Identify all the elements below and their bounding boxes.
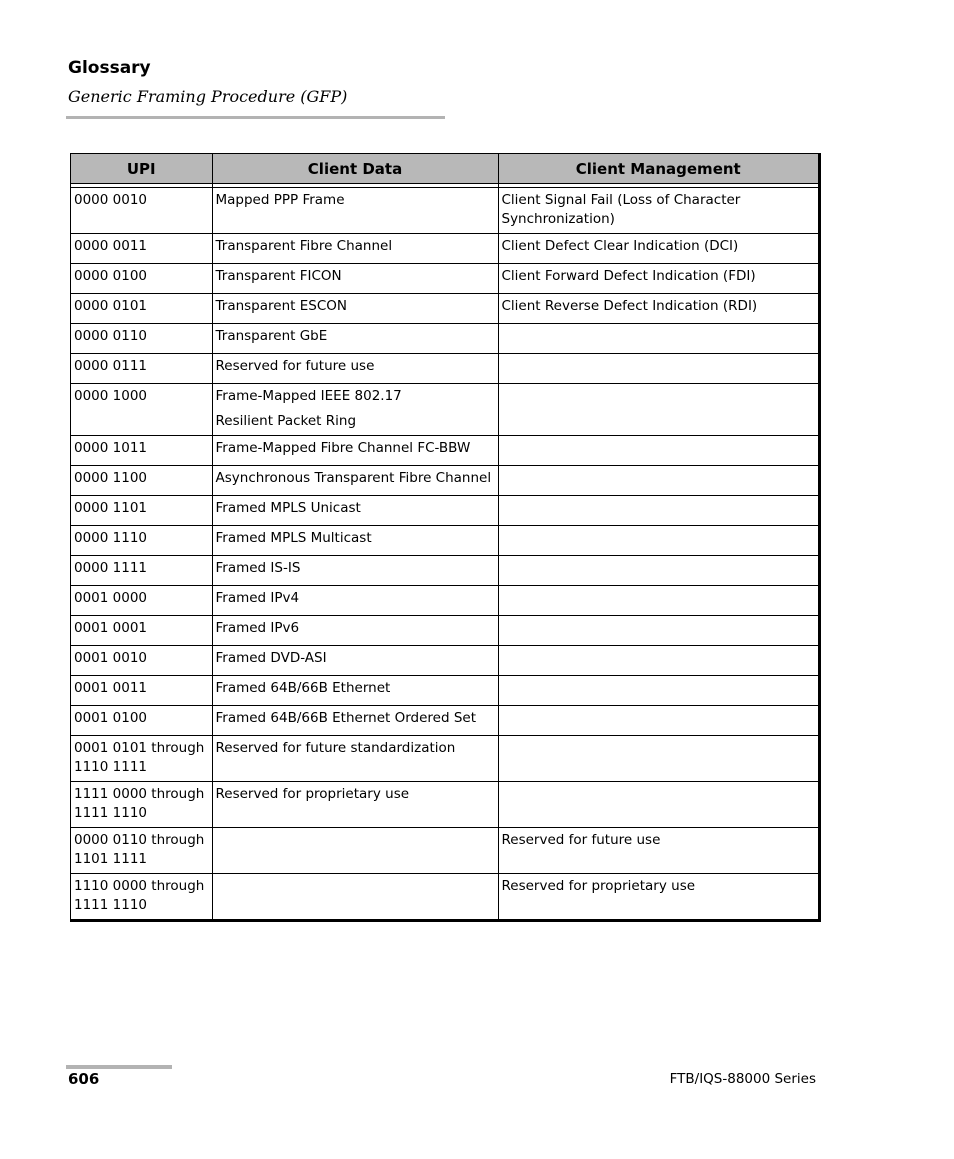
- table-row: [71, 646, 818, 676]
- cell-upi: 0000 0010: [71, 188, 212, 234]
- cell-client-management: Client Forward Defect Indication (FDI): [498, 264, 818, 294]
- cell-client-management: Client Defect Clear Indication (DCI): [498, 234, 818, 264]
- cell-client-management: Client Signal Fail (Loss of Character Synchronization): [498, 188, 818, 234]
- cell-client-data: [212, 466, 498, 496]
- cell-upi: 0000 0100: [71, 264, 212, 294]
- cell-client-management: [498, 782, 818, 828]
- upi-table-container: [70, 153, 821, 922]
- client-data-text: Transparent FICON: [215, 268, 342, 284]
- client-data-text: Framed IPv6: [215, 620, 300, 636]
- footer-divider: [66, 1065, 172, 1069]
- cell-client-data: [212, 324, 498, 354]
- table-row: [71, 188, 818, 234]
- table-row: [71, 586, 818, 616]
- client-data-text: Transparent GbE: [215, 328, 328, 344]
- page-section-title: Glossary: [68, 58, 151, 78]
- cell-client-data: [212, 874, 498, 920]
- cell-upi: 1111 0000 through 1111 1110: [71, 782, 212, 828]
- table-row: [71, 384, 818, 436]
- cell-client-data: [212, 384, 498, 436]
- client-data-text: Framed DVD-ASI: [215, 650, 327, 666]
- column-header-upi: UPI: [71, 154, 212, 184]
- page-number: 606: [68, 1070, 100, 1088]
- table-row: [71, 874, 818, 920]
- column-header-client-management: Client Management: [498, 154, 818, 184]
- cell-upi: 0000 0111: [71, 354, 212, 384]
- cell-client-management: [498, 556, 818, 586]
- table-row: [71, 616, 818, 646]
- cell-upi: 0000 0011: [71, 234, 212, 264]
- cell-client-management: [498, 324, 818, 354]
- table-header: [71, 154, 818, 184]
- table-row: [71, 234, 818, 264]
- table-row: [71, 828, 818, 874]
- cell-client-management: Client Reverse Defect Indication (RDI): [498, 294, 818, 324]
- cell-client-data: [212, 188, 498, 234]
- cell-upi: 1110 0000 through 1111 1110: [71, 874, 212, 920]
- client-data-text: Frame-Mapped IEEE 802.17: [215, 388, 402, 404]
- cell-upi: 0001 0011: [71, 676, 212, 706]
- table-body: [71, 184, 818, 920]
- table-row: [71, 294, 818, 324]
- cell-client-data: [212, 646, 498, 676]
- client-data-text: Framed IPv4: [215, 590, 300, 606]
- cell-upi: 0000 0110 through 1101 1111: [71, 828, 212, 874]
- cell-client-data: [212, 706, 498, 736]
- cell-client-management: [498, 706, 818, 736]
- client-data-text: Reserved for future use: [215, 358, 375, 374]
- cell-upi: 0000 1111: [71, 556, 212, 586]
- cell-upi: 0001 0000: [71, 586, 212, 616]
- client-data-text: Framed 64B/66B Ethernet: [215, 680, 391, 696]
- cell-client-management: [498, 384, 818, 436]
- cell-client-management: Reserved for future use: [498, 828, 818, 874]
- cell-client-management: [498, 526, 818, 556]
- table-row: [71, 264, 818, 294]
- cell-client-data: [212, 586, 498, 616]
- cell-client-data: [212, 526, 498, 556]
- cell-client-data: [212, 294, 498, 324]
- table-row: [71, 706, 818, 736]
- cell-upi: 0001 0101 through 1110 1111: [71, 736, 212, 782]
- cell-client-data: [212, 556, 498, 586]
- cell-client-data: [212, 736, 498, 782]
- table-row: [71, 782, 818, 828]
- client-data-text: Mapped PPP Frame: [215, 192, 345, 208]
- client-data-text: Transparent ESCON: [215, 298, 347, 314]
- cell-client-management: [498, 436, 818, 466]
- client-data-text: Transparent Fibre Channel: [215, 238, 393, 254]
- cell-client-management: [498, 646, 818, 676]
- cell-client-data: [212, 234, 498, 264]
- cell-upi: 0000 1101: [71, 496, 212, 526]
- header-divider: [66, 116, 445, 119]
- client-data-text: Framed MPLS Unicast: [215, 500, 361, 516]
- cell-upi: 0000 0101: [71, 294, 212, 324]
- cell-client-data: [212, 354, 498, 384]
- cell-client-data: [212, 782, 498, 828]
- cell-upi: 0001 0010: [71, 646, 212, 676]
- column-header-client-data: Client Data: [212, 154, 498, 184]
- cell-upi: 0000 1110: [71, 526, 212, 556]
- client-data-text: Framed IS-IS: [215, 560, 301, 576]
- cell-client-management: [498, 736, 818, 782]
- cell-client-management: [498, 354, 818, 384]
- client-data-text: Frame-Mapped Fibre Channel FC-BBW: [215, 440, 471, 456]
- table-row: [71, 736, 818, 782]
- cell-upi: 0000 1100: [71, 466, 212, 496]
- cell-client-data: [212, 616, 498, 646]
- table-row: [71, 676, 818, 706]
- table-row: [71, 496, 818, 526]
- client-data-text-line2: Resilient Packet Ring: [215, 413, 357, 429]
- cell-client-data: [212, 264, 498, 294]
- cell-upi: 0001 0100: [71, 706, 212, 736]
- cell-client-management: [498, 466, 818, 496]
- client-data-text: Reserved for proprietary use: [215, 786, 410, 802]
- cell-client-data: [212, 828, 498, 874]
- cell-client-management: Reserved for proprietary use: [501, 878, 696, 894]
- cell-client-data: [212, 436, 498, 466]
- table-row: [71, 436, 818, 466]
- cell-client-data: [212, 496, 498, 526]
- client-data-text: Framed MPLS Multicast: [215, 530, 372, 546]
- client-data-text: Reserved for future standardization: [215, 740, 456, 756]
- table-row: [71, 556, 818, 586]
- cell-client-management: [498, 676, 818, 706]
- table-row: [71, 354, 818, 384]
- client-data-text: Framed 64B/66B Ethernet Ordered Set: [215, 710, 476, 726]
- cell-client-management: [498, 586, 818, 616]
- page-subtitle: Generic Framing Procedure (GFP): [68, 87, 348, 106]
- cell-upi: 0000 1000: [71, 384, 212, 436]
- cell-client-management: [498, 616, 818, 646]
- cell-upi: 0001 0001: [71, 616, 212, 646]
- cell-client-management: [498, 496, 818, 526]
- table-row: [71, 526, 818, 556]
- client-data-text: Asynchronous Transparent Fibre Channel: [215, 470, 492, 486]
- product-series: FTB/IQS-88000 Series: [669, 1071, 816, 1087]
- cell-client-data: [212, 676, 498, 706]
- cell-upi: 0000 1011: [71, 436, 212, 466]
- table-row: [71, 324, 818, 354]
- cell-upi: 0000 0110: [71, 324, 212, 354]
- table-row: [71, 466, 818, 496]
- upi-table: [71, 154, 818, 919]
